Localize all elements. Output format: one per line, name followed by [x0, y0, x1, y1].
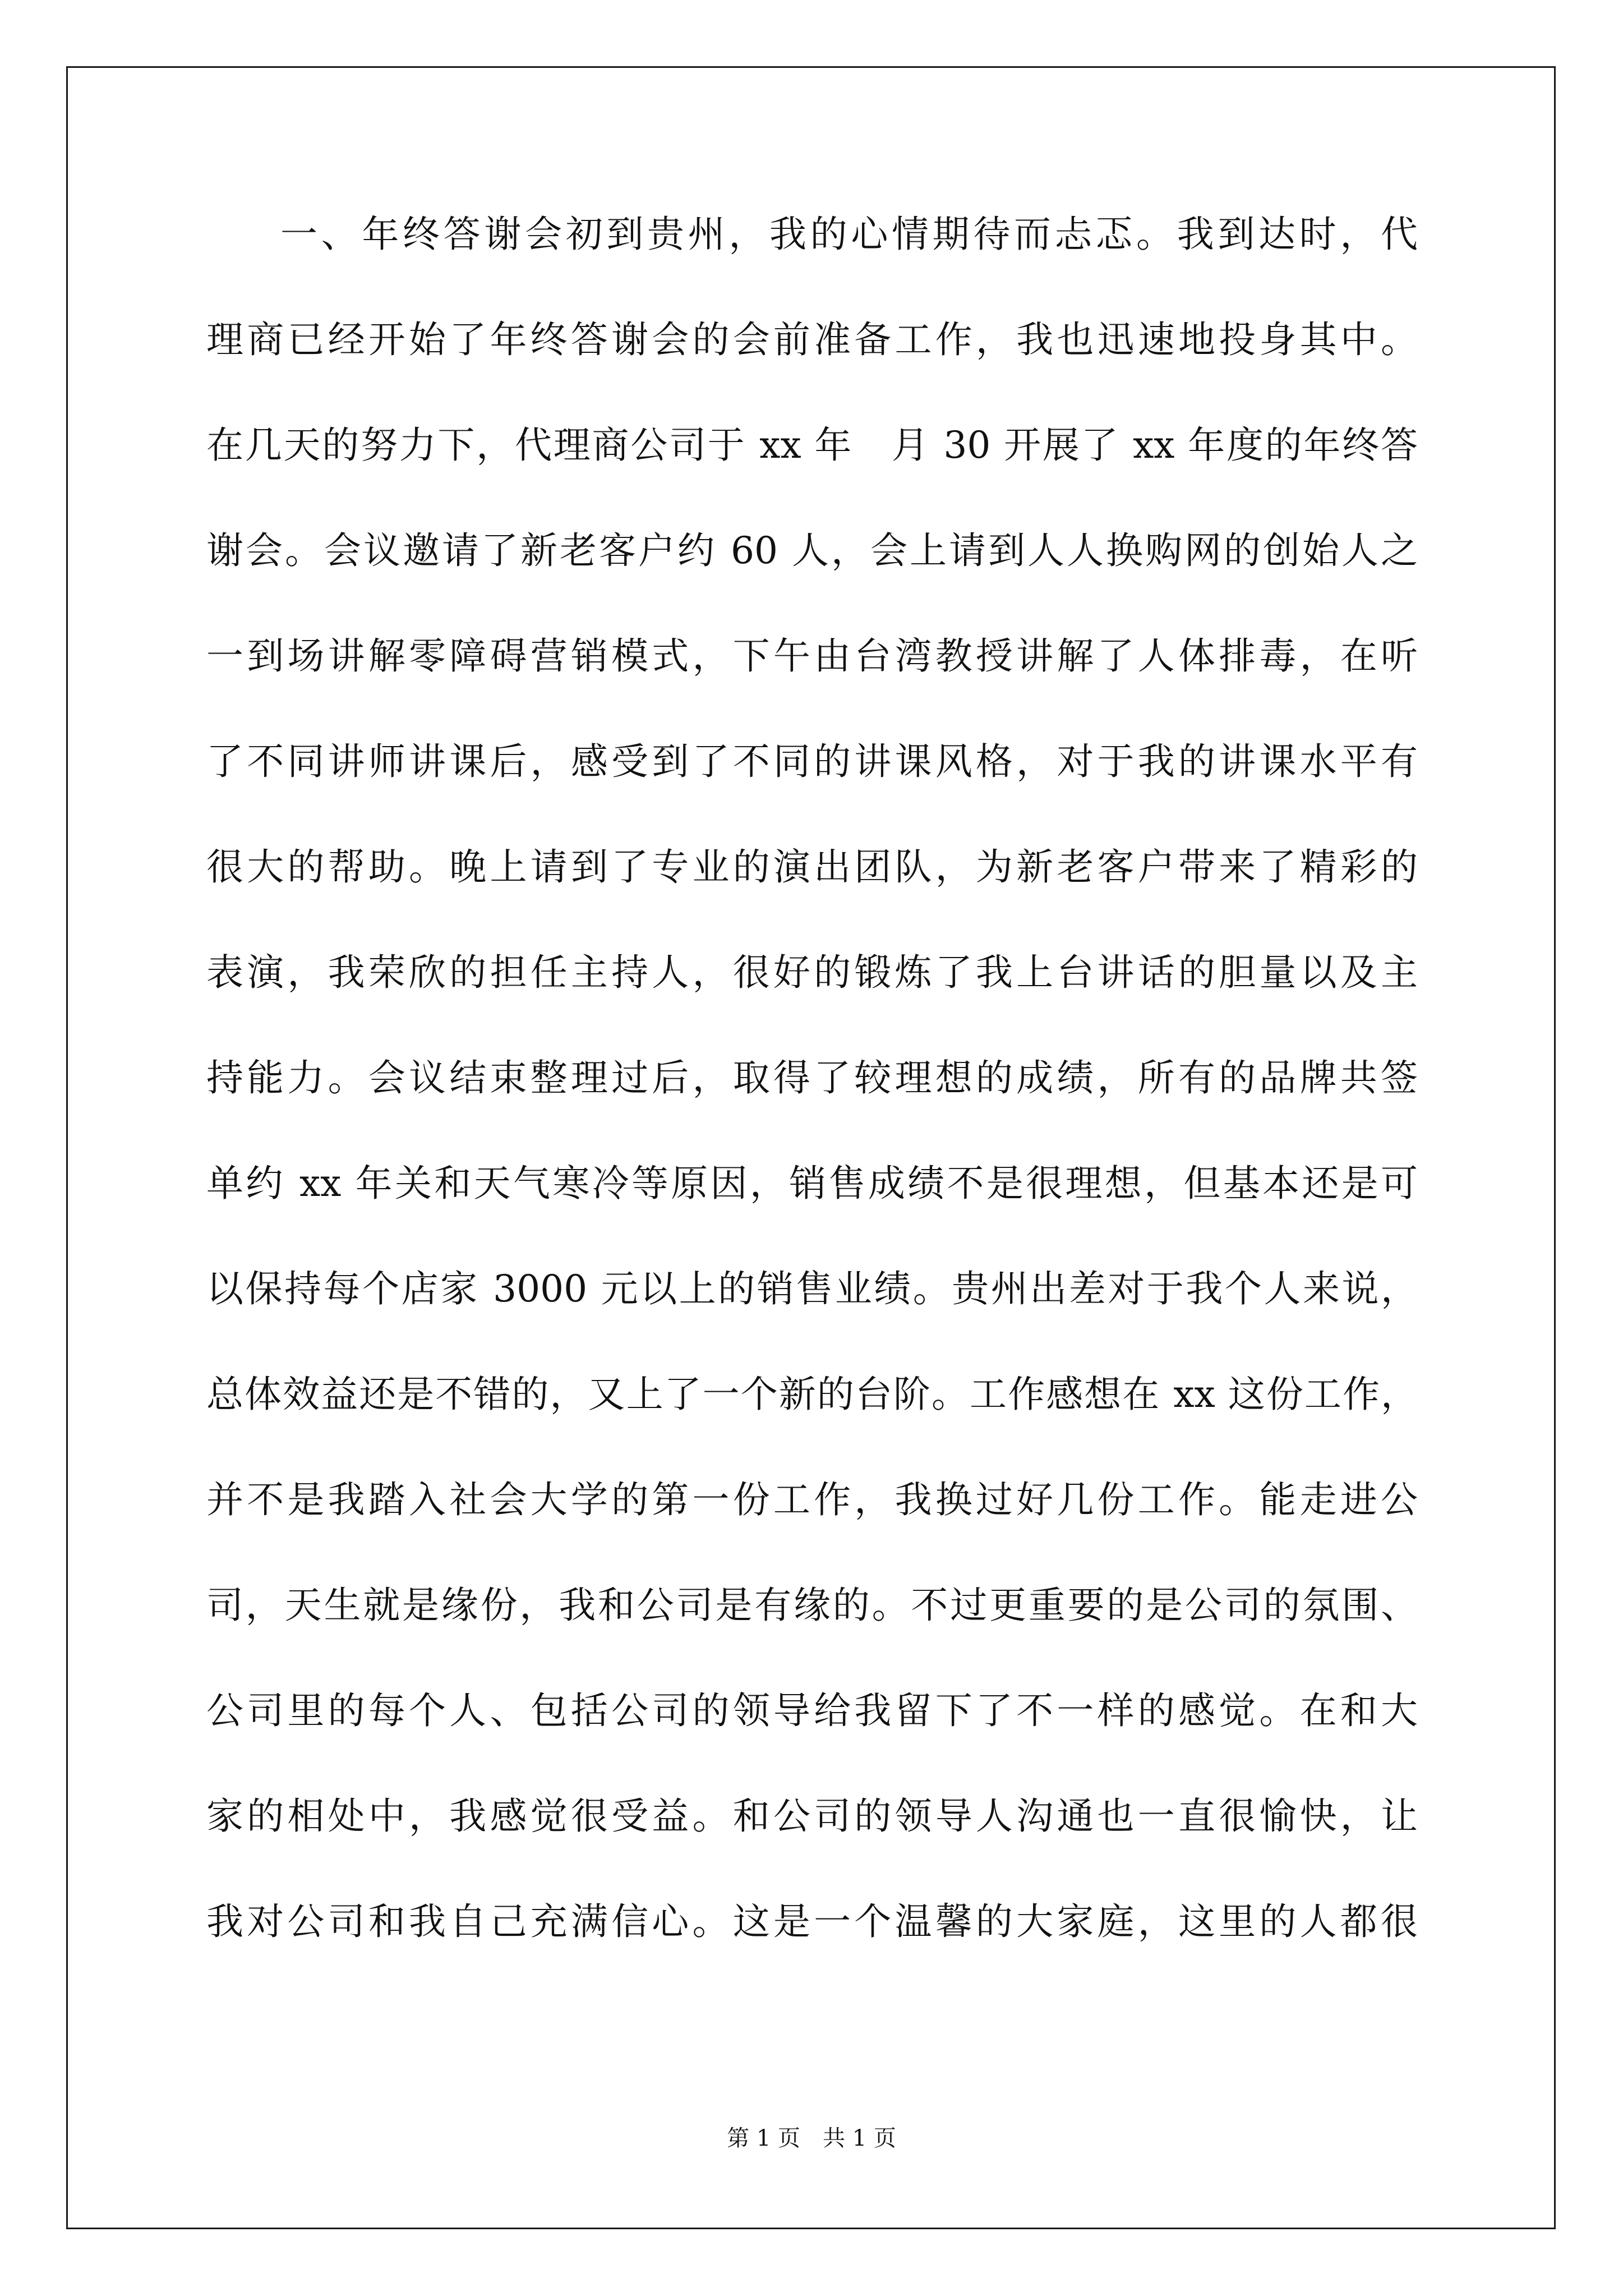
text-line: 我对公司和我自己充满信心。这是一个温馨的大家庭，这里的人都很 — [206, 1900, 1418, 1943]
text-line: 家的相处中，我感觉很受益。和公司的领导人沟通也一直很愉快，让 — [206, 1795, 1418, 1838]
text-line: 在几天的努力下，代理商公司于 xx 年 月 30 开展了 xx 年度的年终答 — [206, 424, 1418, 467]
text-line: 一、年终答谢会初到贵州，我的心情期待而忐忑。我到达时，代 — [280, 213, 1418, 256]
text-line: 谢会。会议邀请了新老客户约 60 人，会上请到人人换购网的创始人之 — [206, 529, 1418, 572]
text-line: 一到场讲解零障碍营销模式，下午由台湾教授讲解了人体排毒，在听 — [206, 634, 1418, 678]
page-footer: 第 1 页 共 1 页 — [727, 2125, 896, 2151]
text-line: 总体效益还是不错的，又上了一个新的台阶。工作感想在 xx 这份工作， — [206, 1373, 1418, 1416]
text-line: 理商已经开始了年终答谢会的会前准备工作，我也迅速地投身其中。 — [206, 318, 1418, 361]
text-line: 很大的帮助。晚上请到了专业的演出团队，为新老客户带来了精彩的 — [206, 845, 1418, 889]
text-line: 并不是我踏入社会大学的第一份工作，我换过好几份工作。能走进公 — [206, 1478, 1418, 1521]
text-line: 以保持每个店家 3000 元以上的销售业绩。贵州出差对于我个人来说， — [206, 1267, 1418, 1310]
body-paragraph — [206, 213, 1418, 2009]
text-line: 公司里的每个人、包括公司的领导给我留下了不一样的感觉。在和大 — [206, 1689, 1418, 1732]
text-line: 表演，我荣欣的担任主持人，很好的锻炼了我上台讲话的胆量以及主 — [206, 951, 1418, 994]
text-line: 了不同讲师讲课后，感受到了不同的讲课风格，对于我的讲课水平有 — [206, 740, 1418, 783]
text-line: 司，天生就是缘份，我和公司是有缘的。不过更重要的是公司的氛围、 — [206, 1584, 1418, 1627]
text-line: 持能力。会议结束整理过后，取得了较理想的成绩，所有的品牌共签 — [206, 1056, 1418, 1099]
text-line: 单约 xx 年关和天气寒冷等原因，销售成绩不是很理想，但基本还是可 — [206, 1162, 1418, 1205]
